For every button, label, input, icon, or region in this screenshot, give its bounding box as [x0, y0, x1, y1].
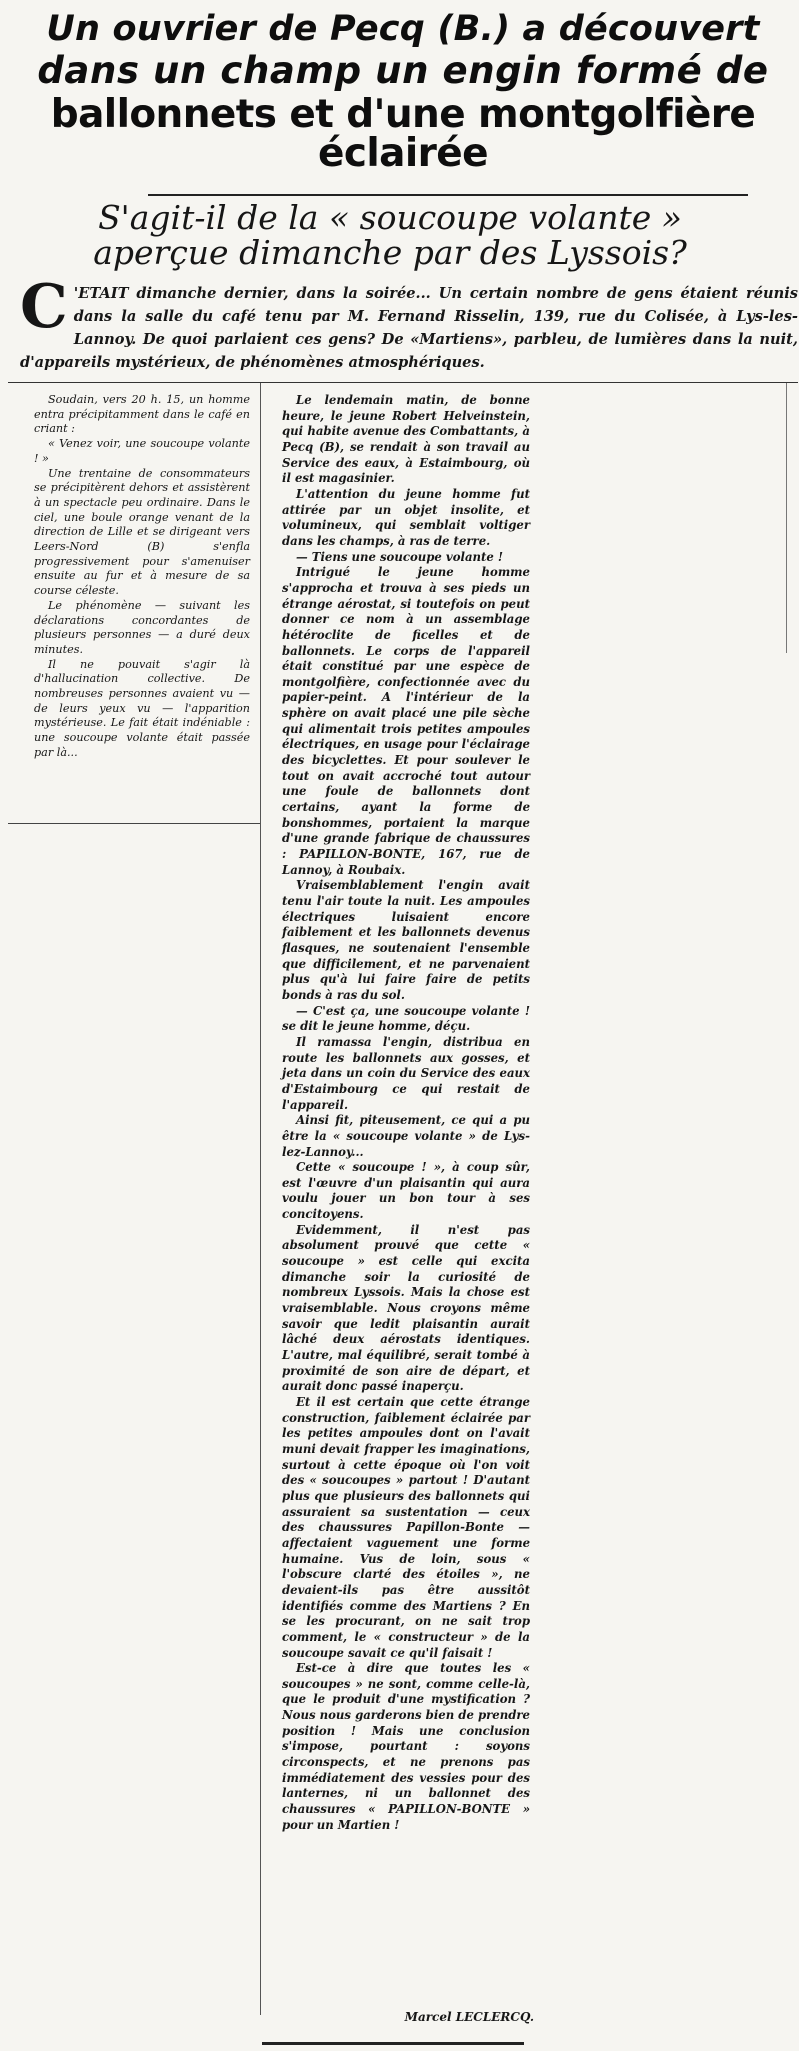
- right-column-divider: [786, 383, 787, 653]
- subheadline-line-1: S'agit-il de la « soucoupe volante »: [98, 198, 682, 237]
- subheadline: [20, 200, 760, 271]
- paragraph: — Tiens une soucoupe volante !: [296, 549, 504, 564]
- left-column-end-rule: [8, 823, 260, 824]
- column-divider: [260, 383, 261, 2015]
- paragraph: Est-ce à dire que toutes les « soucoupes » ne sont, comme celle-là, que le produit d'une mystification ? Nous nous garderons bien de prendre position ! Mais une conclusion s'impose, pourtant : soyons circonspects, et ne prenons pas immédiatement des vessies pour des lanternes, ni un ballonnet des chaussures « PAPILLON-BONTE » pour un Martien !: [282, 1661, 530, 1832]
- paragraph: Le phénomène — suivant les déclarations concordantes de plusieurs personnes — a duré deux minutes.: [34, 598, 250, 656]
- paragraph: Intrigué le jeune homme s'approcha et trouva à ses pieds un étrange aérostat, si toutefois on peut donner ce nom à un assemblage hétéroclite de ficelles et de ballonnets. Le corps de l'appareil était constitué par une espèce de montgolfière, confectionnée avec du papier-peint. A l'intérieur de la sphère on avait placé une pile sèche qui alimentait trois petites ampoules électriques, en usage pour l'éclairage des bicyclettes. Et pour soulever le tout on avait accroché tout autour une foule de ballonnets dont certains, ayant la forme de bonshommes, portaient la marque d'une grande fabrique de chaussures : PAPILLON-BONTE, 167, rue de Lannoy, à Roubaix.: [282, 565, 530, 877]
- headline-line-2: dans un champ un engin formé de: [37, 49, 769, 92]
- headline-line-1: Un ouvrier de Pecq (B.) a découvert: [46, 9, 760, 49]
- left-column: [34, 393, 250, 761]
- paragraph: « Venez voir, une soucoupe volante ! »: [34, 437, 250, 465]
- middle-column: [282, 393, 530, 1833]
- paragraph: Vraisemblablement l'engin avait tenu l'air toute la nuit. Les ampoules électriques luisaient encore faiblement et les ballonnets devenus flasques, ne soutenaient l'ensemble que difficilement, et ne parvenaient plus qu'à lui faire faire de petits bonds à ras du sol.: [282, 878, 530, 1002]
- paragraph: Une trentaine de consommateurs se précipitèrent dehors et assistèrent à un spectacle peu ordinaire. Dans le ciel, une boule orange venant de la direction de Lille et se dirigeant vers Leers-Nord (B) s'enfla progressivement pour s'amenuiser ensuite au fur et à mesure de sa course céleste.: [34, 466, 250, 598]
- paragraph: Le lendemain matin, de bonne heure, le jeune Robert Helveinstein, qui habite avenue des Combattants, à Pecq (B), se rendait à son travail au Service des eaux, à Estaimbourg, où il est magasinier.: [282, 393, 530, 486]
- subheadline-line-2: aperçue dimanche par des Lyssois?: [93, 233, 687, 273]
- author-signature: Marcel LECLERCQ.: [404, 2010, 534, 2024]
- paragraph: Et il est certain que cette étrange construction, faiblement éclairée par les petites ampoules dont on l'avait muni devait frapper les imaginations, surtout à cette époque où l'on voit des « soucoupes » partout ! D'autant plus que plusieurs des ballonnets qui assuraient sa sustentation — ceux des chaussures Papillon-Bonte — affectaient vaguement une forme humaine. Vus de loin, sous « l'obscure clarté des étoiles », ne devaient-ils pas être aussitôt identifiés comme des Martiens ? En se les procurant, on ne sait trop comment, le « constructeur » de la soucoupe savait ce qu'il faisait !: [282, 1395, 530, 1660]
- paragraph: Soudain, vers 20 h. 15, un homme entra précipitamment dans le café en criant :: [34, 393, 250, 436]
- paragraph: Cette « soucoupe ! », à coup sûr, est l'œuvre d'un plaisantin qui aura voulu jouer un bon tour à ses concitoyens.: [282, 1160, 530, 1222]
- paragraph: Il ne pouvait s'agir là d'hallucination collective. De nombreuses personnes avaient vu — de leurs yeux vu — l'apparition mystérieuse. Le fait était indéniable : une soucoupe volante était passée par là...: [34, 657, 250, 759]
- headline-divider: [148, 194, 748, 196]
- footer-rule: [262, 2042, 524, 2045]
- lead-divider: [8, 382, 798, 383]
- paragraph: L'attention du jeune homme fut attirée par un objet insolite, et volumineux, qui semblait voltiger dans les champs, à ras de terre.: [282, 486, 530, 548]
- paragraph: Il ramassa l'engin, distribua en route les ballonnets aux gosses, et jeta dans un coin du Service des eaux d'Estaimbourg ce qui restait de l'appareil.: [282, 1034, 530, 1112]
- paragraph: Evidemment, il n'est pas absolument prouvé que cette « soucoupe » est celle qui excita dimanche soir la curiosité de nombreux Lyssois. Mais la chose est vraisemblable. Nous croyons même savoir que ledit plaisantin aurait lâché deux aérostats identiques. L'autre, mal équilibré, serait tombé à proximité de son aire de départ, et aurait donc passé inaperçu.: [282, 1222, 530, 1394]
- lead-paragraph: [20, 272, 798, 374]
- lead-text: 'ETAIT dimanche dernier, dans la soirée... Un certain nombre de gens étaient réunis dans la salle du café tenu par M. Fernand Risselin, 139, rue du Colisée, à Lys-les-Lannoy. De quoi parlaient ces gens? De «Martiens», parbleu, de lumières dans la nuit, d'appareils mystérieux, de phénomènes atmosphériques.: [20, 285, 798, 371]
- paragraph: — C'est ça, une soucoupe volante ! se dit le jeune homme, déçu.: [282, 1003, 530, 1034]
- drop-cap: C: [20, 272, 68, 342]
- paragraph: Ainsi fit, piteusement, ce qui a pu être la « soucoupe volante » de Lys-lez-Lannoy...: [282, 1113, 530, 1159]
- headline-line-3: ballonnets et d'une montgolfière éclairée: [50, 92, 756, 176]
- headline: [10, 9, 796, 176]
